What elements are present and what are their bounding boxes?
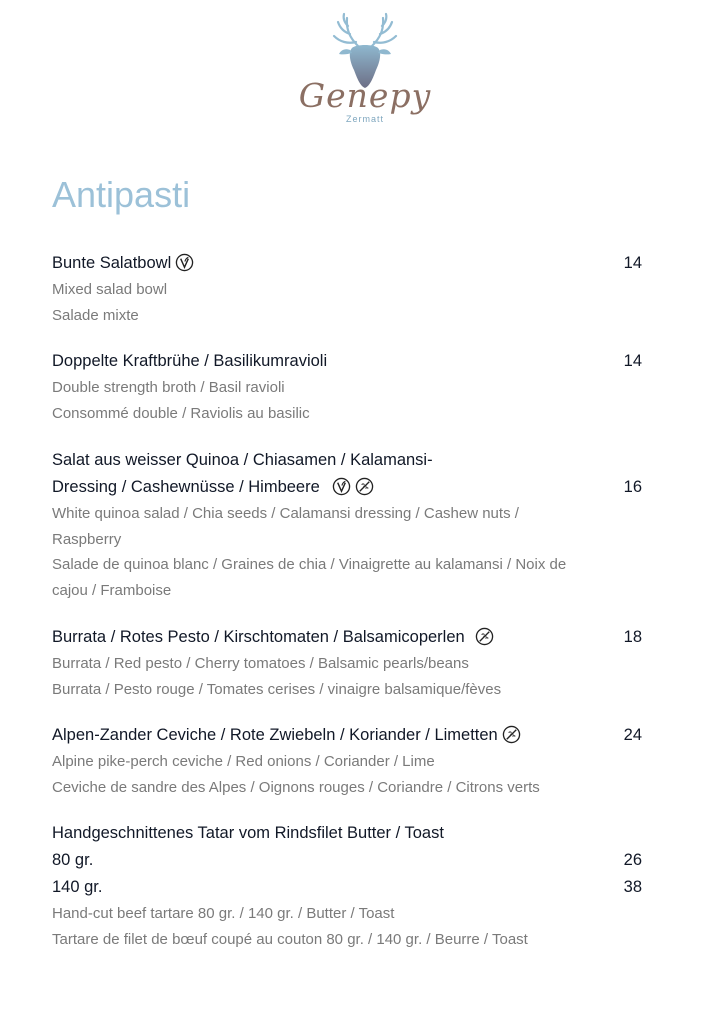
item-desc-fr: Consommé double / Raviolis au basilic (52, 404, 310, 422)
item-name: Alpen-Zander Ceviche / Rote Zwiebeln / Koriander / Limetten (52, 726, 498, 744)
item-desc-fr: Ceviche de sandre des Alpes / Oignons rouges / Coriandre / Citrons verts (52, 778, 540, 796)
vegan-icon (175, 253, 194, 272)
menu-item (52, 447, 642, 603)
menu-item (52, 820, 642, 952)
item-name-line1: Salat aus weisser Quinoa / Chiasamen / Kalamansi- (52, 451, 433, 469)
menu-item (52, 250, 642, 328)
gluten-free-icon (502, 725, 521, 744)
gluten-free-icon (475, 627, 494, 646)
item-price: 38 (623, 878, 642, 896)
item-desc-fr-line2: cajou / Framboise (52, 581, 172, 599)
restaurant-logo (290, 8, 440, 153)
item-desc-fr: Salade mixte (52, 306, 139, 324)
item-price: 16 (623, 478, 642, 496)
logo-subtitle: Zermatt (345, 114, 384, 124)
item-name: Handgeschnittenes Tatar vom Rindsfilet Butter / Toast (52, 824, 444, 842)
item-desc-en: Double strength broth / Basil ravioli (52, 379, 285, 396)
menu-item (52, 348, 642, 426)
item-price: 18 (623, 628, 642, 646)
item-portion: 140 gr. (52, 878, 103, 896)
section-title: Antipasti (52, 174, 191, 215)
item-price: 24 (623, 726, 642, 744)
item-desc-fr: Tartare de filet de bœuf coupé au couton 80 gr. / 140 gr. / Beurre / Toast (52, 930, 528, 948)
item-desc-en: Burrata / Red pesto / Cherry tomatoes / Balsamic pearls/beans (52, 655, 469, 672)
item-name: Doppelte Kraftbrühe / Basilikumravioli (52, 352, 328, 370)
item-price: 26 (623, 851, 642, 869)
item-desc-en: Mixed salad bowl (52, 281, 168, 298)
logo-wordmark: Genepy (298, 76, 432, 115)
menu-item (52, 722, 642, 800)
item-price: 14 (623, 254, 642, 272)
item-desc-en-line2: Raspberry (52, 530, 122, 548)
item-name-line2: Dressing / Cashewnüsse / Himbeere (52, 478, 320, 496)
item-desc-en: Hand-cut beef tartare 80 gr. / 140 gr. / Butter / Toast (52, 905, 395, 922)
item-name: Bunte Salatbowl (52, 254, 172, 272)
vegan-icon (332, 477, 351, 496)
item-portion: 80 gr. (52, 851, 94, 869)
gluten-free-icon (355, 477, 374, 496)
menu-item (52, 624, 642, 702)
item-name: Burrata / Rotes Pesto / Kirschtomaten / Balsamicoperlen (52, 628, 465, 646)
item-desc-en-line1: White quinoa salad / Chia seeds / Calamansi dressing / Cashew nuts / (52, 505, 519, 522)
item-desc-fr-line1: Salade de quinoa blanc / Graines de chia / Vinaigrette au kalamansi / Noix de (52, 556, 567, 573)
item-desc-en: Alpine pike-perch ceviche / Red onions / Coriander / Lime (52, 753, 435, 770)
item-desc-fr: Burrata / Pesto rouge / Tomates cerises / vinaigre balsamique/fèves (52, 680, 502, 698)
item-price: 14 (623, 352, 642, 370)
